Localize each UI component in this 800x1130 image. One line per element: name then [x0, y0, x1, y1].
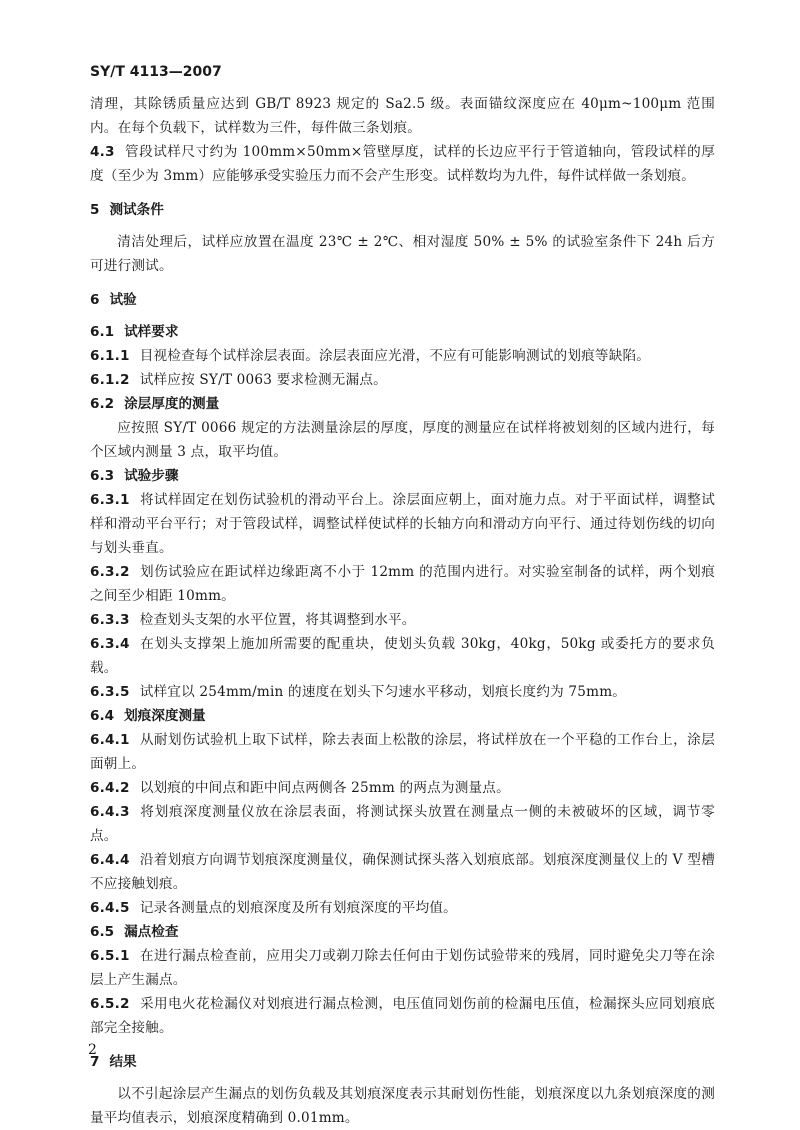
clause-number: 6.3.1 — [90, 492, 130, 508]
clause-number: 6.3.2 — [90, 564, 130, 580]
clause-item — [90, 776, 715, 800]
section-heading — [90, 1050, 715, 1074]
clause-item — [90, 368, 715, 392]
section-number: 6.2 — [90, 396, 115, 412]
section-number: 6 — [90, 292, 100, 308]
paragraph: 清洁处理后，试样应放置在温度 23℃ ± 2℃、相对湿度 50% ± 5% 的试验室条件下 24h 后方可进行测试。 — [90, 234, 715, 274]
clause-item — [90, 728, 715, 776]
clause-number: 6.1.1 — [90, 348, 130, 364]
clause-text: 在划头支撑架上施加所需要的配重块，使划头负载 30kg，40kg，50kg 或委托方的要求负载。 — [90, 636, 715, 676]
section-title: 漏点检查 — [124, 924, 179, 940]
clause-number: 6.4.3 — [90, 804, 130, 820]
clause-number: 6.1.2 — [90, 372, 130, 388]
clause-number: 6.3.4 — [90, 636, 130, 652]
paragraph: 清理，其除锈质量应达到 GB/T 8923 规定的 Sa2.5 级。表面锚纹深度应在 40μm~100μm 范围内。在每个负载下，试样数为三件，每件做三条划痕。 — [90, 96, 715, 136]
standard-code: SY/T 4113—2007 — [90, 64, 222, 80]
clause-item — [90, 632, 715, 680]
clause-item — [90, 992, 715, 1040]
clause-item — [90, 140, 715, 188]
clause-item — [90, 488, 715, 560]
clause-number: 4.3 — [90, 144, 115, 160]
section-number: 6.5 — [90, 924, 115, 940]
subsection-heading — [90, 464, 715, 488]
subsection-heading — [90, 320, 715, 344]
clause-text: 从耐划伤试验机上取下试样，除去表面上松散的涂层，将试样放在一个平稳的工作台上，涂层面朝上。 — [90, 732, 715, 772]
clause-number: 6.4.4 — [90, 852, 130, 868]
section-number: 5 — [90, 202, 100, 218]
clause-item — [90, 944, 715, 992]
section-number: 6.4 — [90, 708, 115, 724]
clause-text: 管段试样尺寸约为 100mm×50mm×管壁厚度，试样的长边应平行于管道轴向，管段试样的厚度（至少为 3mm）应能够承受实验压力而不会产生形变。试样数均为九件，每件试样做一条划痕。 — [90, 144, 715, 184]
subsection-heading — [90, 704, 715, 728]
page-number: 2 — [88, 1042, 97, 1058]
clause-item — [90, 608, 715, 632]
section-title: 试验步骤 — [124, 468, 179, 484]
section-number: 6.3 — [90, 468, 115, 484]
section-title: 试样要求 — [124, 324, 179, 340]
clause-item — [90, 680, 715, 704]
clause-number: 6.4.5 — [90, 900, 130, 916]
clause-item — [90, 344, 715, 368]
clause-number: 6.3.5 — [90, 684, 130, 700]
clause-item — [90, 848, 715, 896]
document-body — [90, 92, 715, 1130]
paragraph: 应按照 SY/T 0066 规定的方法测量涂层的厚度，厚度的测量应在试样将被划刻的区域内进行，每个区域内测量 3 点，取平均值。 — [90, 420, 715, 460]
clause-text: 将划痕深度测量仪放在涂层表面，将测试探头放置在测量点一侧的未被破坏的区域，调节零点。 — [90, 804, 715, 844]
subsection-heading — [90, 920, 715, 944]
clause-text: 将试样固定在划伤试验机的滑动平台上。涂层面应朝上，面对施力点。对于平面试样，调整试样和滑动平台平行；对于管段试样，调整试样使试样的长轴方向和滑动方向平行、通过待划伤线的切向与划头垂直。 — [90, 492, 715, 556]
clause-text: 试样应按 SY/T 0063 要求检测无漏点。 — [139, 372, 387, 388]
clause-text: 试样宜以 254mm/min 的速度在划头下匀速水平移动，划痕长度约为 75mm。 — [139, 684, 627, 700]
clause-text: 沿着划痕方向调节划痕深度测量仪，确保测试探头落入划痕底部。划痕深度测量仪上的 V 型槽不应接触划痕。 — [90, 852, 715, 892]
clause-text: 目视检查每个试样涂层表面。涂层表面应光滑，不应有可能影响测试的划痕等缺陷。 — [139, 348, 651, 364]
section-number: 6.1 — [90, 324, 115, 340]
clause-item — [90, 800, 715, 848]
section-title: 测试条件 — [109, 202, 164, 218]
clause-number: 6.4.1 — [90, 732, 130, 748]
section-title: 划痕深度测量 — [124, 708, 206, 724]
clause-item — [90, 560, 715, 608]
section-number: 7 — [90, 1054, 100, 1070]
clause-text: 划伤试验应在距试样边缘距离不小于 12mm 的范围内进行。对实验室制备的试样，两个划痕之间至少相距 10mm。 — [90, 564, 715, 604]
section-title: 涂层厚度的测量 — [124, 396, 220, 412]
subsection-heading — [90, 392, 715, 416]
clause-number: 6.4.2 — [90, 780, 130, 796]
clause-text: 在进行漏点检查前，应用尖刀或剃刀除去任何由于划伤试验带来的残屑，同时避免尖刀等在涂层上产生漏点。 — [90, 948, 715, 988]
section-title: 试验 — [109, 292, 137, 308]
section-heading — [90, 198, 715, 222]
section-title: 结果 — [109, 1054, 137, 1070]
clause-text: 采用电火花检漏仪对划痕进行漏点检测，电压值同划伤前的检漏电压值，检漏探头应同划痕底部完全接触。 — [90, 996, 715, 1036]
clause-text: 以划痕的中间点和距中间点两侧各 25mm 的两点为测量点。 — [139, 780, 510, 796]
clause-text: 检查划头支架的水平位置，将其调整到水平。 — [139, 612, 416, 628]
clause-number: 6.5.2 — [90, 996, 130, 1012]
paragraph: 以不引起涂层产生漏点的划伤负载及其划痕深度表示其耐划伤性能，划痕深度以九条划痕深度的测量平均值表示，划痕深度精确到 0.01mm。 — [90, 1086, 715, 1126]
clause-number: 6.3.3 — [90, 612, 130, 628]
clause-number: 6.5.1 — [90, 948, 130, 964]
section-heading — [90, 288, 715, 312]
clause-text: 记录各测量点的划痕深度及所有划痕深度的平均值。 — [139, 900, 457, 916]
clause-item — [90, 896, 715, 920]
